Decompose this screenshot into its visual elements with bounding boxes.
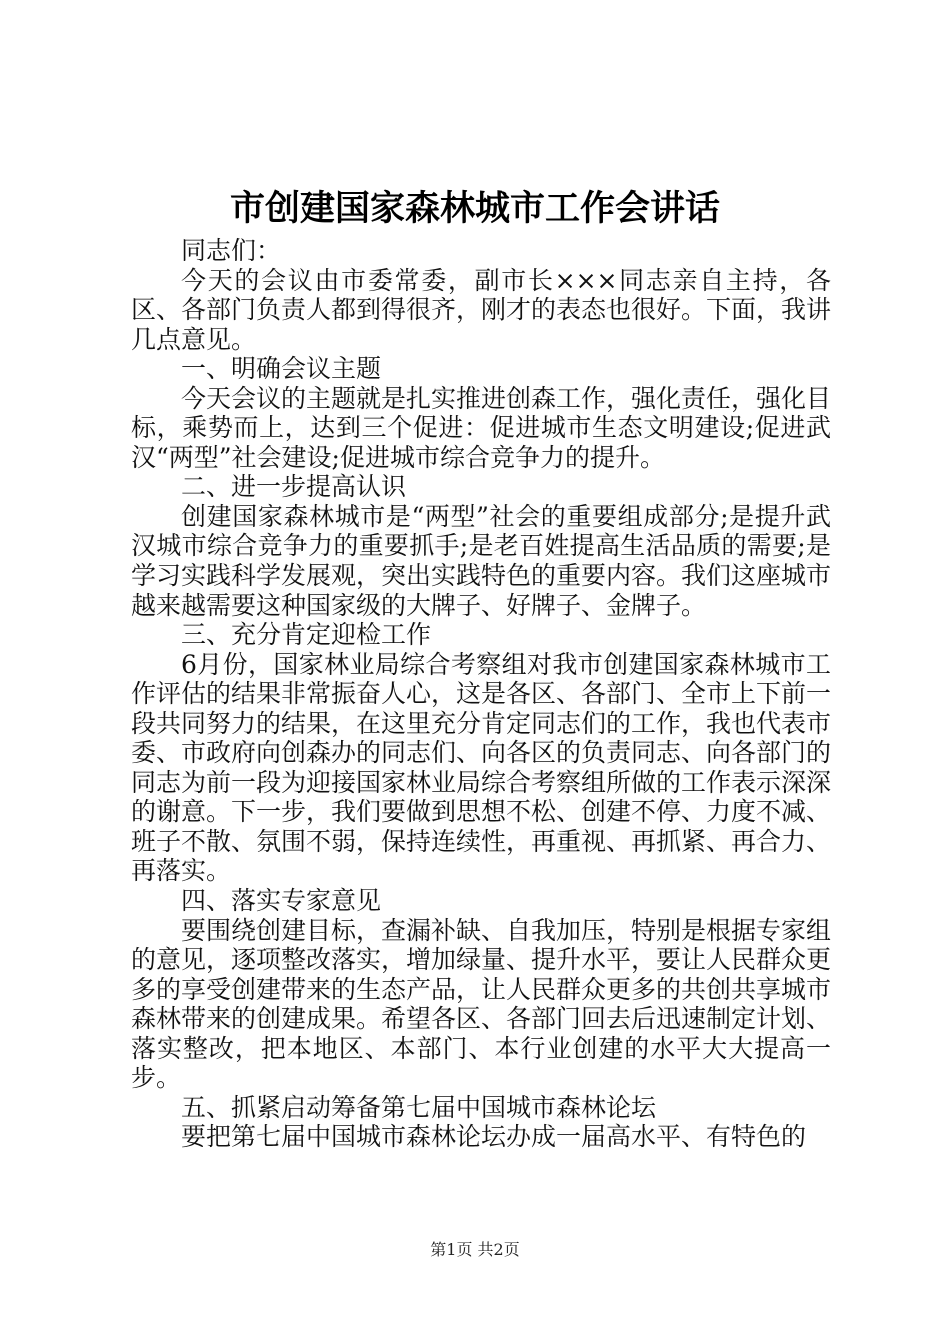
paragraph-section-4: 要围绕创建目标，查漏补缺、自我加压，特别是根据专家组的意见，逐项整改落实，增加绿量、提升水平，要让人民群众更多的享受创建带来的生态产品，让人民群众更多的共创共享城市森林带来的创建成果。希望各区、各部门回去后迅速制定计划、落实整改，把本地区、本部门、本行业创建的水平大大提高一步。 bbox=[131, 915, 832, 1093]
paragraph-section-5: 要把第七届中国城市森林论坛办成一届高水平、有特色的 bbox=[181, 1122, 807, 1152]
document-body bbox=[131, 236, 831, 1152]
section-heading-5: 五、抓紧启动筹备第七届中国城市森林论坛 bbox=[181, 1092, 657, 1122]
section-heading-3: 三、充分肯定迎检工作 bbox=[181, 620, 432, 650]
paragraph-salutation: 同志们： bbox=[181, 236, 282, 265]
page-footer: 第1页 共2页 bbox=[430, 1240, 520, 1259]
paragraph-section-1: 今天会议的主题就是扎实推进创森工作，强化责任，强化目标，乘势而上，达到三个促进：促进城市生态文明建设;促进武汉“两型”社会建设;促进城市综合竞争力的提升。 bbox=[131, 383, 832, 472]
paragraph-intro: 今天的会议由市委常委，副市长×××同志亲自主持，各区、各部门负责人都到得很齐，刚才的表态也很好。下面，我讲几点意见。 bbox=[131, 265, 832, 354]
paragraph-section-3: 6月份，国家林业局综合考察组对我市创建国家森林城市工作评估的结果非常振奋人心，这是各区、各部门、全市上下前一段共同努力的结果，在这里充分肯定同志们的工作，我也代表市委、市政府向创森办的同志们、向各区的负责同志、向各部门的同志为前一段为迎接国家林业局综合考察组所做的工作表示深深的谢意。下一步，我们要做到思想不松、创建不停、力度不减、班子不散、氛围不弱，保持连续性，再重视、再抓紧、再合力、再落实。 bbox=[131, 649, 832, 886]
document-title: 市创建国家森林城市工作会讲话 bbox=[229, 189, 720, 229]
section-heading-1: 一、明确会议主题 bbox=[181, 354, 382, 384]
section-heading-2: 二、进一步提高认识 bbox=[181, 472, 407, 502]
paragraph-section-2: 创建国家森林城市是“两型”社会的重要组成部分;是提升武汉城市综合竞争力的重要抓手;是老百姓提高生活品质的需要;是学习实践科学发展观，突出实践特色的重要内容。我们这座城市越来越需要这种国家级的大牌子、好牌子、金牌子。 bbox=[131, 501, 832, 620]
section-heading-4: 四、落实专家意见 bbox=[181, 886, 382, 916]
